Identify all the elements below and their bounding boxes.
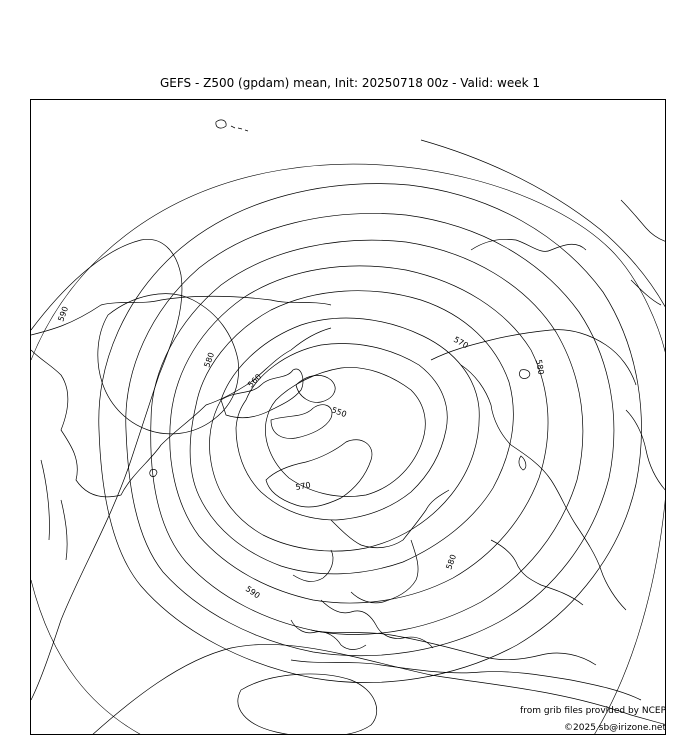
hemisphere-boundary bbox=[31, 480, 666, 735]
contour-555 bbox=[236, 344, 447, 520]
contour-label: 570 bbox=[452, 334, 470, 351]
map-title: GEFS - Z500 (gpdam) mean, Init: 20250718 00z - Valid: week 1 bbox=[159, 76, 541, 90]
contour-570 bbox=[170, 266, 548, 603]
contour-labels bbox=[56, 305, 545, 600]
contour-565 bbox=[190, 291, 513, 574]
contour-590 bbox=[98, 294, 239, 434]
z500-map bbox=[31, 100, 666, 735]
z500-contours bbox=[31, 140, 666, 735]
greenland bbox=[266, 440, 372, 507]
contour-550 bbox=[265, 367, 425, 496]
contour-label: 570 bbox=[294, 480, 312, 492]
contour-label: 560 bbox=[246, 372, 264, 390]
data-source-credit: from grib files provided by NCEP bbox=[520, 706, 666, 716]
contour-560 bbox=[209, 318, 479, 551]
contour-575 bbox=[151, 240, 583, 634]
contour-label: 590 bbox=[56, 305, 71, 323]
contour-590-africa bbox=[238, 674, 377, 735]
contour-585-east bbox=[421, 140, 666, 310]
contour-label: 580 bbox=[444, 553, 459, 571]
contour-label: 590 bbox=[243, 584, 262, 601]
contour-label: 580 bbox=[202, 351, 217, 369]
contour-label: 550 bbox=[330, 405, 348, 420]
contour-590-outer bbox=[31, 239, 182, 700]
contour-label: 580 bbox=[534, 358, 546, 376]
copyright-credit: ©2025 sb@irizone.net bbox=[564, 723, 666, 733]
contour-590-south bbox=[91, 644, 666, 735]
map-frame bbox=[30, 99, 666, 735]
contour-580 bbox=[126, 213, 614, 655]
